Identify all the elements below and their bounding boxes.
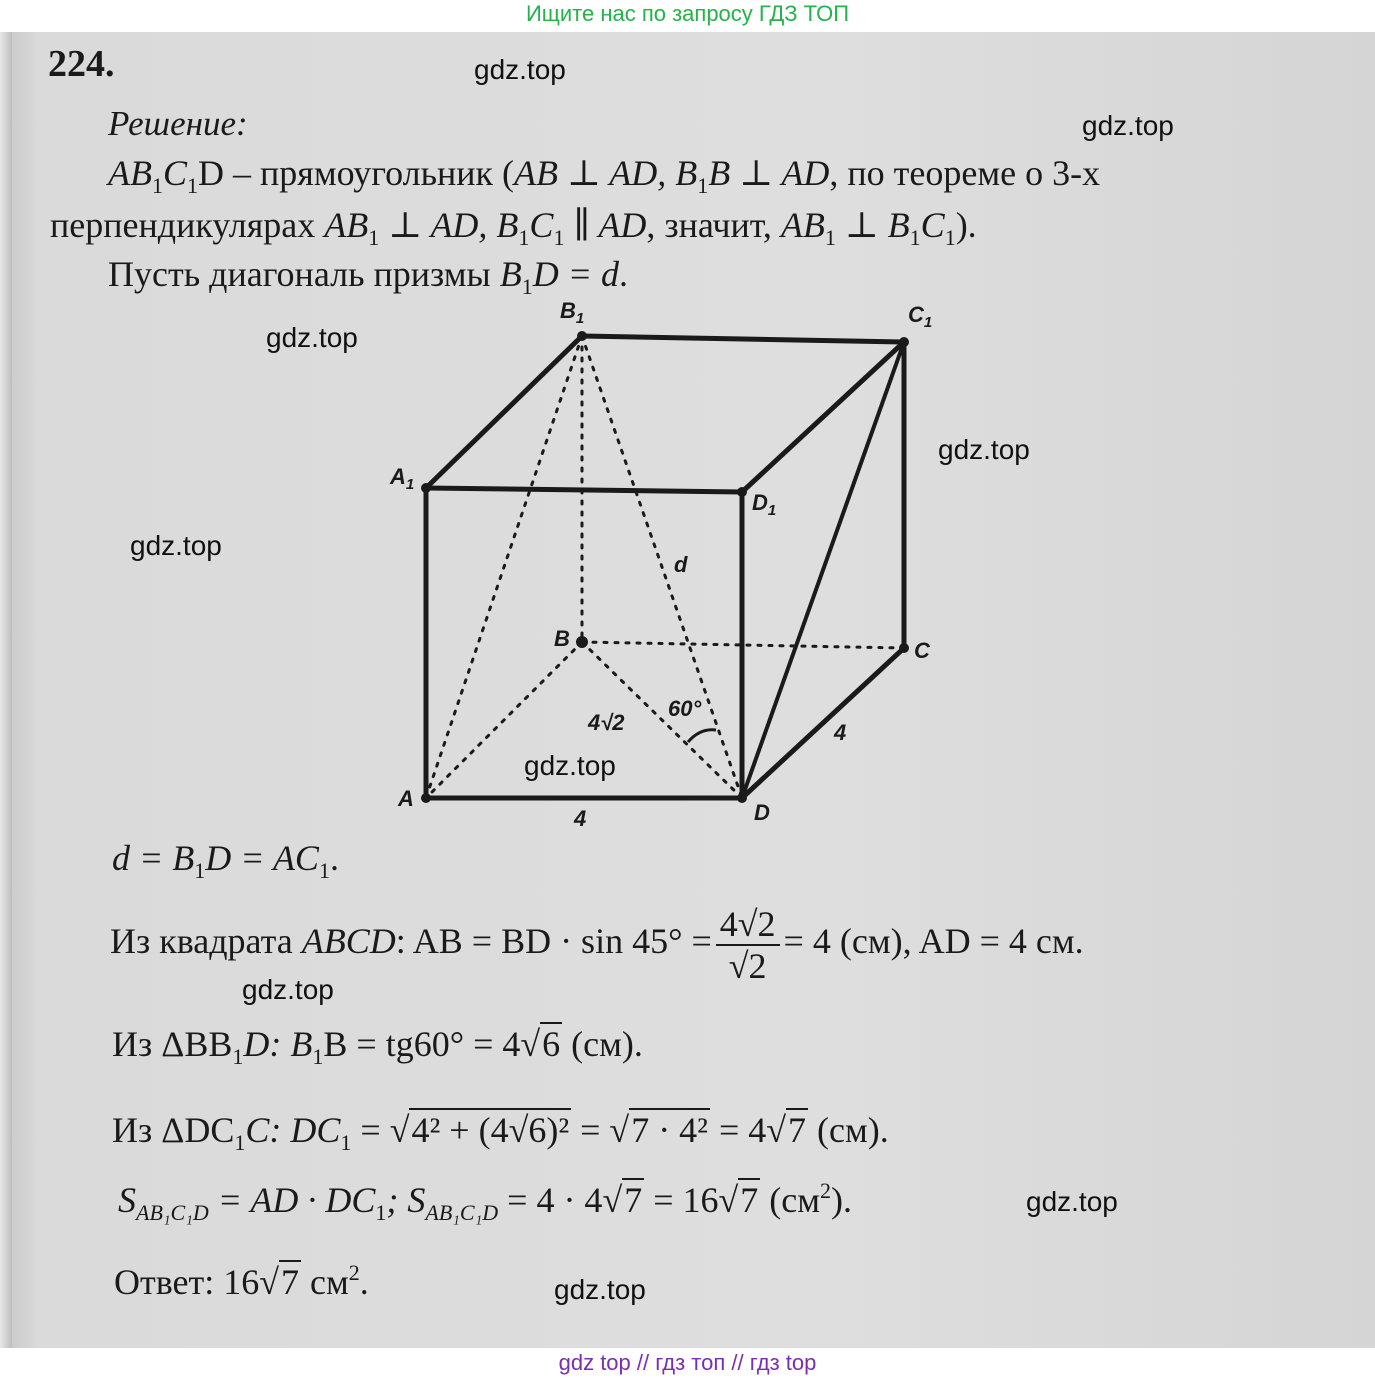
label-c: C: [914, 638, 930, 663]
top-banner[interactable]: Ищите нас по запросу ГДЗ ТОП: [0, 0, 1375, 30]
point-a1: [421, 483, 431, 493]
diagonal-ab1-hidden: [426, 336, 582, 798]
text-line-2: перпендикулярах $AB_1$ ⊥ AD, $B_1C_1$ ∥ AD, значит, $AB_1$ ⊥ $B_1C_1$).: [50, 205, 977, 250]
watermark: gdz.top: [266, 322, 358, 353]
label-bd-length: 4√2: [588, 710, 625, 735]
watermark: gdz.top: [474, 54, 566, 85]
watermark: gdz.top: [554, 1274, 646, 1305]
point-d: [737, 793, 747, 803]
answer-line: Ответ: 16√7 $см^2$.: [114, 1260, 369, 1302]
text-line-7: Из $\Delta DC_1C$: $DC_1 = √4^2 + (4√6)^2 = √7 \cdot 4^2 = 4√7$ (см).: [112, 1110, 889, 1155]
fraction: $\frac{4√2}{√2}$: [716, 904, 780, 986]
label-c1: $C_1$: [908, 302, 933, 331]
watermark: gdz.top: [130, 530, 222, 561]
point-a: [421, 793, 431, 803]
label-a: A: [398, 786, 414, 811]
angle-arc: [688, 730, 716, 742]
label-a1: $A_1$: [390, 464, 415, 493]
edge-b1c1: [582, 336, 904, 342]
edge-d1c1: [742, 342, 904, 492]
edge-a1d1: [426, 488, 742, 492]
point-c: [899, 643, 909, 653]
text-line-3: Пусть диагональ призмы $B_1D = d$.: [108, 254, 629, 299]
problem-number: 224.: [48, 43, 115, 85]
text-line-4: $d = B_1D = AC_1$.: [112, 838, 339, 883]
point-c1: [899, 337, 909, 347]
point-d1: [737, 487, 747, 497]
label-b1: $B_1$: [560, 298, 585, 327]
watermark: gdz.top: [1026, 1186, 1118, 1217]
text-line-6: Из $\Delta BB_1D$: $B_1B = tg60^\circ = 4√6$ (см).: [112, 1024, 643, 1069]
label-angle: 60°: [668, 696, 702, 721]
watermark: gdz.top: [1082, 110, 1174, 141]
text-line-5: Из квадрата ABCD: AB = BD · sin 45° = $\frac{4√2}{√2}$ = 4 (см), AD = 4 см.: [110, 903, 1084, 986]
text-line-8: $S_{AB_1C_1D}$ = AD · $DC_1$; $S_{AB_1C_1D} = 4 \cdot 4√7 = 16√7$ $(см^2)$.: [118, 1178, 853, 1225]
diagonal-dc1: [742, 342, 904, 798]
solution-heading: Решение:: [108, 104, 248, 143]
watermark: gdz.top: [242, 974, 334, 1005]
watermark: gdz.top: [938, 434, 1030, 465]
edge-a1b1: [426, 336, 582, 488]
label-b: B: [554, 626, 570, 651]
label-d: D: [754, 800, 770, 825]
label-d1: $D_1$: [752, 490, 777, 519]
label-d-diagonal: d: [674, 552, 688, 577]
point-b: [576, 636, 588, 648]
watermark: gdz.top: [524, 750, 616, 781]
text-line-1: $AB_1C_1D$ – прямоугольник (AB ⊥ AD, $B_1B$ ⊥ AD, по теореме о 3-х: [108, 153, 1101, 198]
label-dc-length: 4: [834, 720, 847, 745]
bottom-banner[interactable]: gdz top // гдз топ // гдз top: [0, 1348, 1375, 1382]
edge-dc: [742, 648, 904, 798]
label-ad-length: 4: [574, 806, 587, 831]
point-b1: [577, 331, 587, 341]
